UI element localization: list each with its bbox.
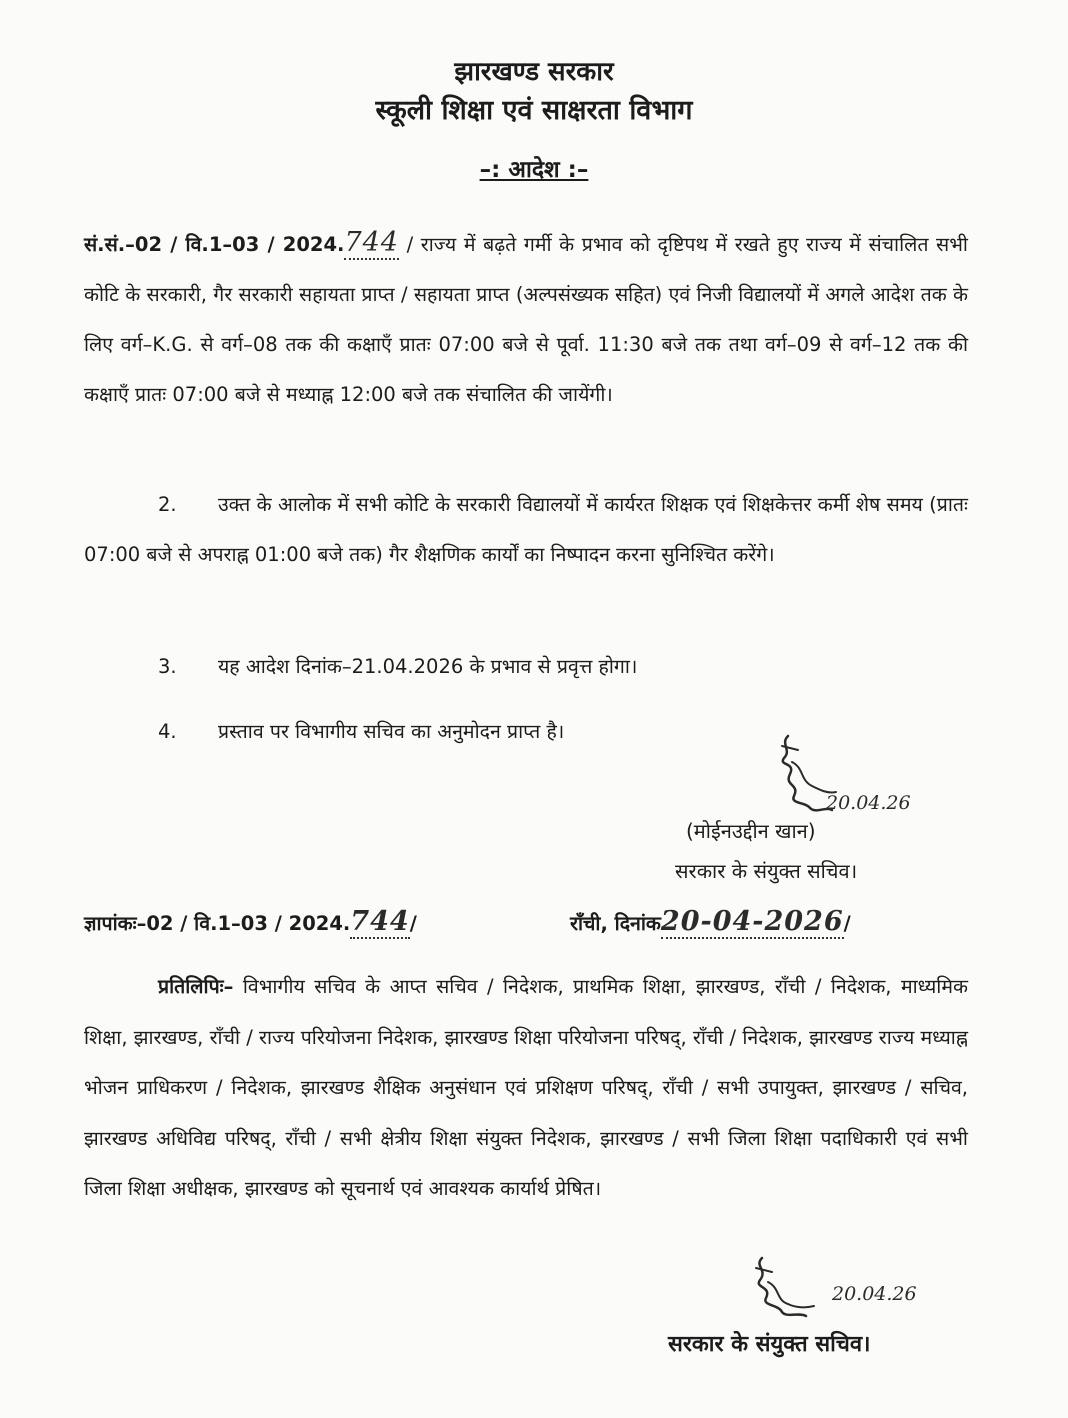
memo-ref-prefix: ज्ञापांकः–02 / वि.1–03 / 2024. [84,912,351,935]
government-name: झारखण्ड सरकार [454,57,614,87]
order-paragraph-3 [84,642,968,692]
signatory-designation: सरकार के संयुक्त सचिव। [675,859,858,883]
order-ref-prefix: सं.सं.–02 / वि.1–03 / 2024. [84,233,345,256]
memo-ref-suffix: / [409,912,417,935]
order-paragraph-4-text: प्रस्ताव पर विभागीय सचिव का अनुमोदन प्राप्त है। [218,720,565,743]
memo-date-suffix: / [843,912,851,935]
memo-place-date [570,906,851,937]
order-paragraph-2 [84,480,968,580]
order-title [0,152,1068,184]
order-paragraph-1-text: / राज्य में बढ़ते गर्मी के प्रभाव को दृष्टिपथ में रखते हुए राज्य में संचालित सभी कोटि के सरकारी, गैर सरकारी सहायता प्राप्त / सहायता प्राप्त (अल्पसंख्यक सहित) एवं निजी विद्यालयों में अगले आदेश तक के लिए वर्ग–K.G. से वर्ग–08 तक की कक्षाएँ प्रातः 07:00 बजे से पूर्वा. 11:30 बजे तक तथा वर्ग–09 से वर्ग–12 तक की कक्षाएँ प्रातः 07:00 बजे से मध्याह्न 12:00 बजे तक संचालित की जायेंगी। [84,233,968,406]
memo-date-handwritten: 20-04-2026 [660,906,844,937]
order-paragraph-1 [84,218,968,420]
paragraph-3-number: 3. [158,655,177,678]
signature-1-date: 20.04.26 [826,792,911,814]
paragraph-2-number: 2. [158,493,177,516]
copy-distribution-text: विभागीय सचिव के आप्त सचिव / निदेशक, प्राथमिक शिक्षा, झारखण्ड, राँची / निदेशक, माध्यमिक शिक्षा, झारखण्ड, राँची / राज्य परियोजना निदेशक, झारखण्ड शिक्षा परियोजना परिषद्, राँची / निदेशक, झारखण्ड राज्य मध्याह्न भोजन प्राधिकरण / निदेशक, झारखण्ड शैक्षिक अनुसंधान एवं प्रशिक्षण परिषद्, राँची / सभी उपायुक्त, झारखण्ड / सचिव, झारखण्ड अधिविद्य परिषद्, राँची / सभी क्षेत्रीय शिक्षा संयुक्त निदेशक, झारखण्ड / सभी जिला शिक्षा पदाधिकारी एवं सभी जिला शिक्षा अधीक्षक, झारखण्ड को सूचनार्थ एवं आवश्यक कार्यार्थ प्रेषित। [84,975,968,1200]
order-ref-number-handwritten: 744 [344,227,399,258]
memo-place-date-prefix: राँची, दिनांक [570,912,661,935]
department-name: स्कूली शिक्षा एवं साक्षरता विभाग [375,95,693,126]
signatory-name: (मोईनउद्दीन खान) [686,819,816,843]
memo-ref-number-handwritten: 744 [350,906,410,937]
order-paragraph-3-text: यह आदेश दिनांक–21.04.2026 के प्रभाव से प्रवृत्त होगा। [218,655,638,678]
signature-2-date: 20.04.26 [832,1283,917,1305]
copy-signatory-designation: सरकार के संयुक्त सचिव। [668,1332,871,1357]
copy-label: प्रतिलिपिः– [158,975,234,998]
memo-reference-line [84,906,968,937]
paragraph-4-number: 4. [158,720,177,743]
copy-distribution-paragraph [84,962,968,1215]
order-paragraph-2-text: उक्त के आलोक में सभी कोटि के सरकारी विद्यालयों में कार्यरत शिक्षक एवं शिक्षकेत्तर कर्मी शेष समय (प्रातः 07:00 बजे से अपराह्न 01:00 बजे तक) गैर शैक्षणिक कार्यों का निष्पादन करना सुनिश्चित करेंगे। [84,493,968,566]
order-title-text: –: आदेश :– [479,157,589,183]
